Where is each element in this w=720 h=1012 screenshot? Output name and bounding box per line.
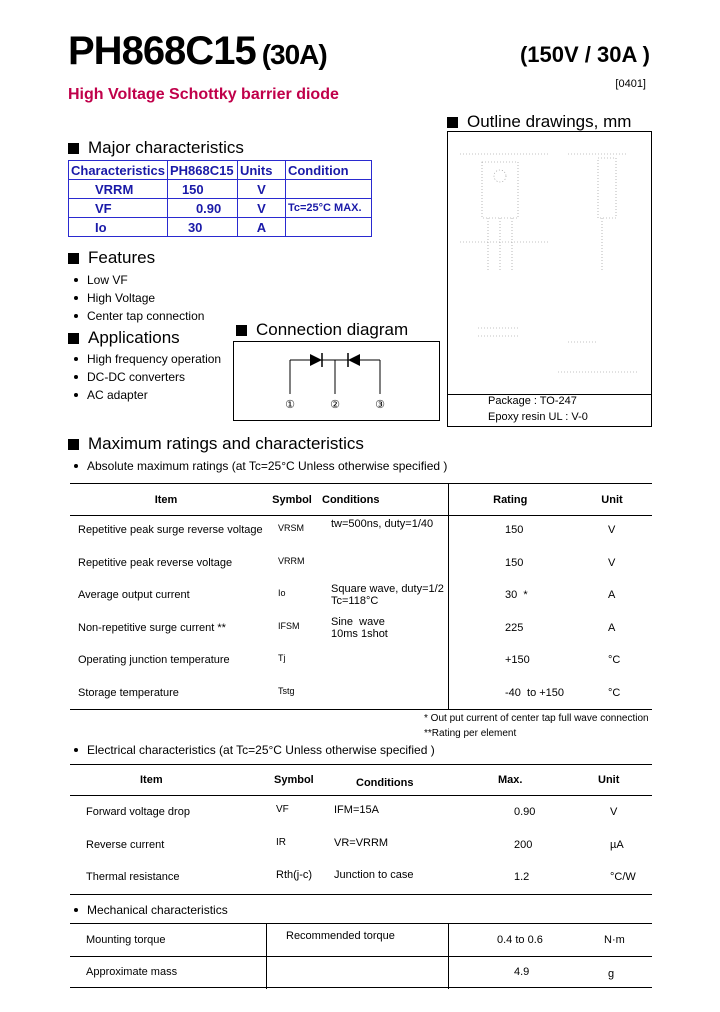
table-header-cell: Max. <box>498 774 523 786</box>
cell-sym: VRSM <box>278 523 305 533</box>
voltage-current-rating: (150V / 30A ) <box>519 42 650 67</box>
abs-max-table-bottom-rule <box>70 709 652 710</box>
bullet-icon <box>74 296 78 300</box>
condition-cell: Tc=25°C MAX. <box>285 199 371 218</box>
unit-cell: V <box>237 180 285 199</box>
table-header-cell: Unit <box>572 484 652 516</box>
cell-item: Thermal resistance <box>86 871 180 883</box>
bullet-icon <box>74 357 78 361</box>
bullet-icon <box>74 375 78 379</box>
section-square-icon <box>68 253 79 264</box>
epoxy-rating: Epoxy resin UL : V-0 <box>488 411 588 423</box>
section-square-icon <box>68 143 79 154</box>
cell-sym: Io <box>278 588 286 598</box>
cell-sym: Tstg <box>278 685 295 696</box>
unit-cell: A <box>237 218 285 237</box>
mech-item: Approximate mass <box>86 966 178 978</box>
section-square-icon <box>236 325 247 336</box>
table-row <box>70 514 652 546</box>
document-code: [0401] <box>615 78 646 90</box>
cell-item: Operating junction temperature <box>78 654 230 666</box>
section-title: Applications <box>88 328 180 347</box>
applications-heading <box>68 328 180 348</box>
section-square-icon <box>68 333 79 344</box>
table-header-cell: Rating <box>448 484 572 516</box>
caption-text: Absolute maximum ratings (at Tc=25°C Unless otherwise specified ) <box>87 459 448 473</box>
cell-cond: Square wave, duty=1/2 Tc=118°C <box>331 583 444 607</box>
table-row <box>69 218 372 237</box>
list-item <box>74 352 221 366</box>
list-item <box>74 370 185 384</box>
cell-val: +150 <box>505 654 530 666</box>
cell-item: Repetitive peak reverse voltage <box>78 556 233 569</box>
cell-item: Forward voltage drop <box>86 806 190 818</box>
package-info-box <box>447 395 652 427</box>
cell-sym: IFSM <box>278 620 300 631</box>
mech-condition: Recommended torque <box>286 930 395 942</box>
cell-cond: tw=500ns, duty=1/40 <box>331 518 434 530</box>
value-cell: 0.90 <box>167 199 237 218</box>
outline-drawings-heading <box>447 112 631 132</box>
cell-cond: Junction to case <box>334 869 414 881</box>
major-characteristics-table <box>68 160 372 237</box>
cell-val: 30 * <box>505 589 528 601</box>
row-divider <box>70 956 652 957</box>
cell-cond: Sine wave 10ms 1shot <box>331 615 388 640</box>
mech-item: Mounting torque <box>86 934 166 946</box>
table-header-cell: Symbol <box>274 774 314 786</box>
diode-schematic <box>234 342 439 420</box>
table-row <box>70 861 652 893</box>
pin-2-label: ② <box>330 399 340 411</box>
section-square-icon <box>447 117 458 128</box>
cell-sym: VF <box>276 804 289 815</box>
table-row <box>70 677 652 709</box>
table-row <box>70 829 652 861</box>
table-row <box>70 796 652 828</box>
cell-val: 225 <box>505 621 524 634</box>
mech-value: 4.9 <box>514 966 530 978</box>
cell-sym: Rth(j-c) <box>276 869 313 881</box>
cell-unit: °C <box>608 654 621 666</box>
table-header-cell: Characteristics <box>69 161 168 180</box>
mech-unit: N·m <box>604 934 625 946</box>
table-header-cell: Item <box>140 774 163 786</box>
abs-max-table-divider <box>448 514 449 709</box>
section-title: Maximum ratings and characteristics <box>88 434 364 453</box>
list-item <box>74 291 155 305</box>
package-type: Package : TO-247 <box>488 395 577 407</box>
table-row <box>69 180 372 199</box>
mechanical-table <box>70 923 652 988</box>
cell-val: 1.2 <box>514 871 530 883</box>
table-row <box>70 644 652 676</box>
max-ratings-heading <box>68 434 364 454</box>
table-header-cell: Condition <box>285 161 371 180</box>
table-header-row <box>70 484 652 516</box>
bullet-icon <box>74 393 78 397</box>
symbol-cell: Io <box>69 218 168 237</box>
condition-cell <box>285 218 371 237</box>
cell-item: Average output current <box>78 589 190 601</box>
section-square-icon <box>68 439 79 450</box>
symbol-cell <box>69 180 168 199</box>
list-item <box>74 309 204 323</box>
absolute-max-ratings-table <box>70 483 652 516</box>
table-header-row <box>69 161 372 180</box>
caption-text: Mechanical characteristics <box>87 903 228 917</box>
application-text: AC adapter <box>87 388 148 402</box>
major-characteristics-heading <box>68 138 244 158</box>
electrical-table-bottom-rule <box>70 894 652 895</box>
mechanical-caption <box>74 903 228 917</box>
list-item <box>74 273 128 287</box>
diode-left-icon <box>310 354 322 366</box>
cell-unit: °C <box>608 686 621 699</box>
bullet-icon <box>74 314 78 318</box>
caption-text: Electrical characteristics (at Tc=25°C Unless otherwise specified ) <box>87 743 435 757</box>
unit-cell: V <box>237 199 285 218</box>
features-heading <box>68 248 155 268</box>
table-header-cell: Conditions <box>322 484 448 516</box>
mech-value: 0.4 to 0.6 <box>497 934 543 946</box>
cell-unit: V <box>608 524 616 536</box>
value-cell: 150 <box>167 180 237 199</box>
table-header-cell: Item <box>70 484 262 516</box>
table-row <box>70 579 652 611</box>
cell-cond: IFM=15A <box>334 804 379 816</box>
cell-cond: VR=VRRM <box>334 836 389 849</box>
application-text: DC-DC converters <box>87 370 186 384</box>
table-header-cell: Unit <box>598 774 620 786</box>
table-header-cell: Conditions <box>356 777 414 789</box>
cell-unit: µA <box>610 838 624 851</box>
electrical-caption <box>74 743 435 757</box>
application-text: High frequency operation <box>87 352 222 366</box>
cell-val: -40 to +150 <box>505 686 565 699</box>
outline-drawing <box>448 132 651 394</box>
product-subtitle: High Voltage Schottky barrier diode <box>68 86 339 103</box>
feature-text: Low VF <box>87 273 128 287</box>
cell-unit: °C/W <box>610 871 636 883</box>
bullet-icon <box>74 748 78 752</box>
table-header-cell: PH868C15 <box>167 161 237 180</box>
cell-item: Repetitive peak surge reverse voltage <box>78 524 263 536</box>
bullet-icon <box>74 908 78 912</box>
table-header-cell: Units <box>237 161 285 180</box>
footnote-1: * Out put current of center tap full wave connection <box>424 713 649 724</box>
list-item <box>74 388 148 402</box>
column-divider <box>448 924 449 989</box>
cell-val: 150 <box>505 524 524 536</box>
condition-cell <box>285 180 371 199</box>
cell-val: 150 <box>505 556 524 569</box>
section-title: Major characteristics <box>88 138 244 157</box>
diode-right-icon <box>348 354 360 366</box>
cell-item: Storage temperature <box>78 686 179 699</box>
cell-sym: IR <box>276 836 286 848</box>
table-row <box>69 199 372 218</box>
cell-item: Non-repetitive surge current ** <box>78 621 226 634</box>
outline-drawing-frame <box>447 131 652 395</box>
electrical-table-header <box>70 764 652 796</box>
cell-unit: A <box>608 621 616 634</box>
cell-val: 200 <box>514 838 533 851</box>
cell-unit: V <box>610 806 618 818</box>
cell-sym: Tj <box>278 653 286 663</box>
cell-unit: A <box>608 589 616 601</box>
feature-text: High Voltage <box>87 291 156 305</box>
section-title: Features <box>88 248 156 267</box>
footnote-2: **Rating per element <box>424 728 517 739</box>
cell-sym: VRRM <box>278 555 305 566</box>
bullet-icon <box>74 278 78 282</box>
part-number: PH868C15 <box>68 29 256 73</box>
cell-unit: V <box>608 556 616 569</box>
part-number-title <box>68 28 327 78</box>
symbol-cell: VF <box>69 199 168 218</box>
table-row <box>70 612 652 644</box>
cell-val: 0.90 <box>514 806 536 818</box>
section-title: Connection diagram <box>256 320 409 339</box>
pin-3-label: ③ <box>375 399 385 411</box>
cell-item: Reverse current <box>86 838 165 851</box>
table-row <box>70 547 652 579</box>
abs-max-caption <box>74 459 447 473</box>
bullet-icon <box>74 464 78 468</box>
connection-diagram-heading <box>236 320 408 340</box>
table-header-cell: Symbol <box>262 484 322 516</box>
current-rating-title: (30A) <box>261 39 327 70</box>
column-divider <box>266 924 267 989</box>
value-cell: 30 <box>167 218 237 237</box>
pin-1-label: ① <box>285 399 295 411</box>
mech-unit: g <box>608 968 615 980</box>
section-title: Outline drawings, mm <box>467 112 632 131</box>
feature-text: Center tap connection <box>87 309 205 323</box>
connection-diagram <box>233 341 440 421</box>
symbol: VRRM <box>95 181 134 197</box>
